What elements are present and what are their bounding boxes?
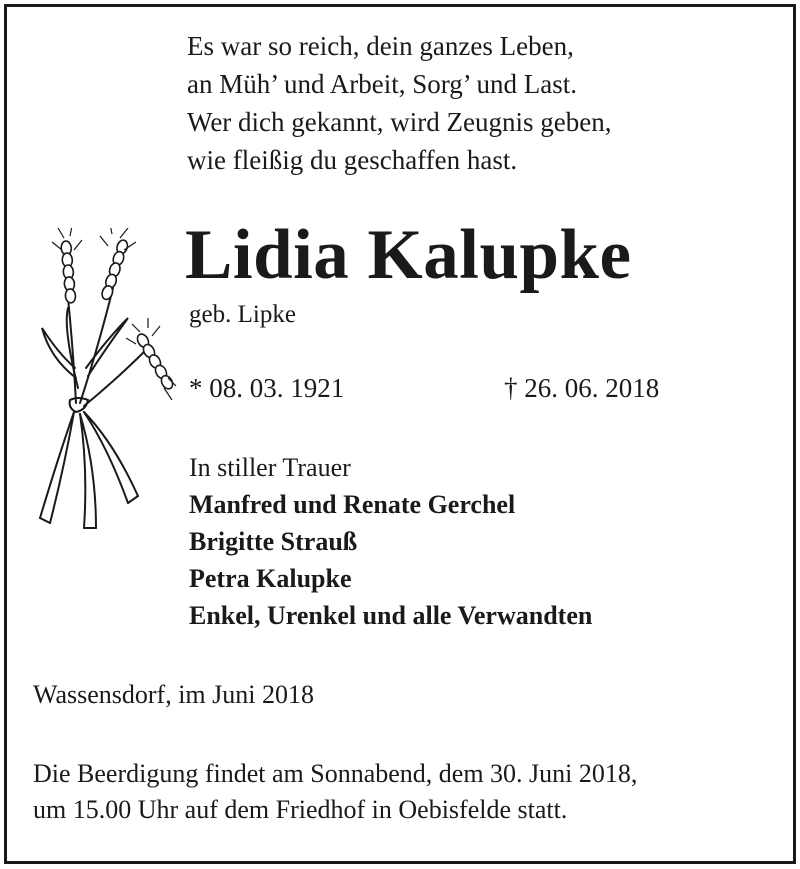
mourner: Petra Kalupke	[189, 564, 352, 593]
mourner: Enkel, Urenkel und alle Verwandten	[189, 601, 593, 630]
birth-date: * 08. 03. 1921	[189, 373, 345, 403]
poem-line: Es war so reich, dein ganzes Leben,	[187, 31, 574, 61]
funeral-line: um 15.00 Uhr auf dem Friedhof in Oebisfelde statt.	[33, 795, 568, 824]
mourners-list	[189, 486, 592, 634]
mourner: Brigitte Strauß	[189, 527, 358, 556]
poem	[187, 27, 611, 179]
mourning-intro: In stiller Trauer	[189, 453, 351, 482]
wheat-bundle-icon	[28, 228, 178, 533]
deceased-name: Lidia Kalupke	[185, 216, 632, 294]
funeral-info	[33, 756, 637, 828]
funeral-line: Die Beerdigung findet am Sonnabend, dem 30. Juni 2018,	[33, 759, 638, 788]
birth-name: geb. Lipke	[189, 301, 296, 328]
place-date: Wassensdorf, im Juni 2018	[33, 680, 314, 709]
poem-line: wie fleißig du geschaffen hast.	[187, 145, 518, 175]
death-date: † 26. 06. 2018	[504, 373, 660, 403]
poem-line: Wer dich gekannt, wird Zeugnis geben,	[187, 107, 612, 137]
poem-line: an Müh’ und Arbeit, Sorg’ und Last.	[187, 69, 577, 99]
mourner: Manfred und Renate Gerchel	[189, 490, 516, 519]
